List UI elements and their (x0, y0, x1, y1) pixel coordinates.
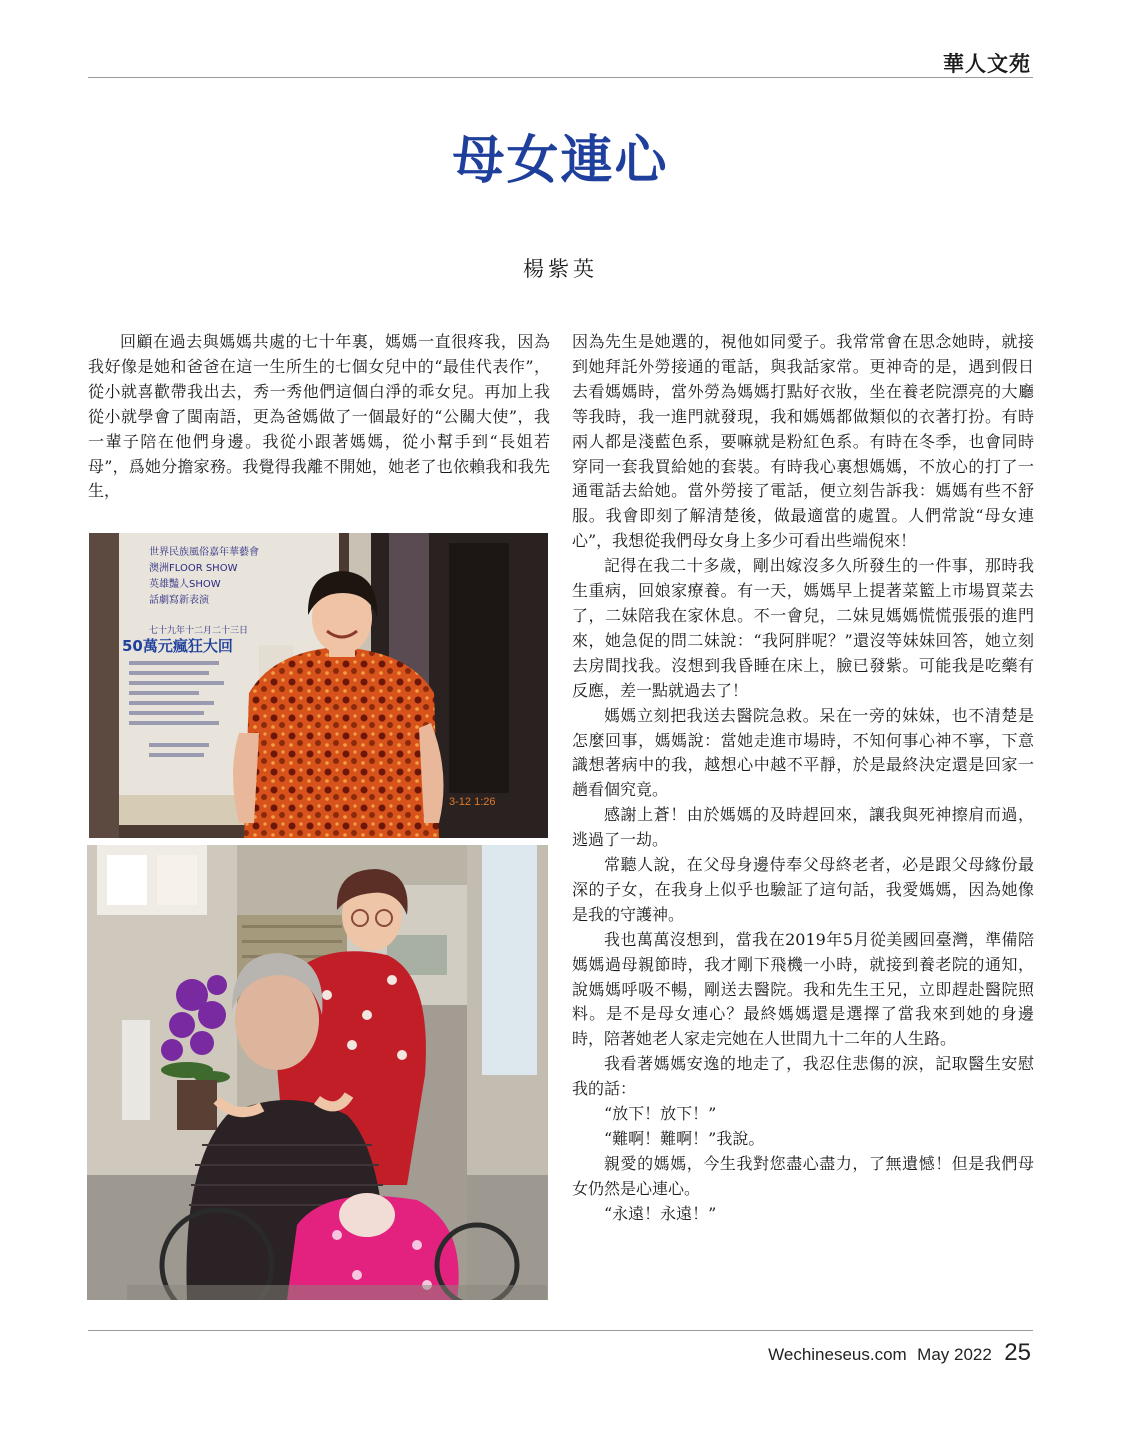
poster-line: 世界民族風俗嘉年華藝會 (149, 547, 259, 558)
photo-mother-qipao (89, 533, 548, 838)
footer-rule (88, 1330, 1033, 1331)
paragraph: 親愛的媽媽，今生我對您盡心盡力，了無遺憾！但是我們母女仍然是心連心。 (572, 1153, 1034, 1198)
article-title: 母女連心 (452, 131, 669, 191)
paragraph: 媽媽立刻把我送去醫院急救。呆在一旁的妹妹，也不清楚是怎麼回事，媽媽說：當她走進市場時，不知何事心神不寧，下意識想著病中的我，越想心中越不平靜，於是最終決定還是回家一趟看個究竟。 (572, 705, 1034, 800)
photo-mother-wheelchair (87, 845, 548, 1300)
quote-line: “放下！放下！” (604, 1104, 717, 1124)
paragraph: 我也萬萬沒想到，當我在2019年5月從美國回臺灣，準備陪媽媽過母親節時，我才剛下飛機一小時，就接到養老院的通知，說媽媽呼吸不暢，剛送去醫院。我和先生王兄，立即趕赴醫院照料。是不是母女連心？最終媽媽還是選擇了當我來到她的身邊時，陪著她老人家走完她在人世間九十二年的人生路。 (572, 929, 1034, 1049)
paragraph: 回顧在過去與媽媽共處的七十年裏，媽媽一直很疼我，因為我好像是她和爸爸在這一生所生的七個女兒中的“最佳代表作”，從小就喜歡帶我出去，秀一秀他們這個白淨的乖女兒。再加上我從小就學會了閩南語，更為爸媽做了一個最好的“公關大使”，我一輩子陪在他們身邊。我從小跟著媽媽，從小幫手到“長姐若母”，爲她分擔家務。我覺得我離不開她，她老了也依賴我和我先生， (88, 332, 550, 501)
paragraph: 我看著媽媽安逸的地走了，我忍住悲傷的淚，記取醫生安慰我的話： (572, 1054, 1034, 1099)
paragraph: 常聽人說，在父母身邊侍奉父母終老者，必是跟父母緣份最深的子女，在我身上似乎也驗証了這句話，我愛媽媽，因為她像是我的守護神。 (572, 855, 1034, 924)
poster-line: 七十九年十二月二十三日 (149, 626, 249, 636)
poster-line: 話劇寫新表演 (149, 595, 209, 606)
right-column (572, 330, 1034, 1227)
header-rule (88, 77, 1033, 78)
section-name: 華人文苑 (943, 51, 1031, 76)
paragraph: 感謝上蒼！由於媽媽的及時趕回來，讓我與死神擦肩而過，逃過了一劫。 (572, 805, 1034, 850)
page-number: 25 (1004, 1339, 1031, 1366)
article-author: 楊紫英 (523, 257, 598, 281)
paragraph: 因為先生是她選的，視他如同愛子。我常常會在思念她時，就接到她拜託外勞接通的電話，與我話家常。更神奇的是，遇到假日去看媽媽時，當外勞為媽媽打點好衣妝，坐在養老院漂亮的大廳等我時，我一進門就發現，我和媽媽都做類似的衣著打扮。有時兩人都是淺藍色系，要嘛就是粉紅色系。有時在冬季，也會同時穿同一套我買給她的套裝。有時我心裏想媽媽，不放心的打了一通電話去給她。當外勞接了電話，便立刻告訴我：媽媽有些不舒服。我會即刻了解清楚後，做最適當的處置。人們常說“母女連心”，我想從我們母女身上多少可看出些端倪來！ (572, 332, 1034, 551)
page-footer (768, 1339, 1031, 1367)
quote-line: “難啊！難啊！”我說。 (604, 1129, 765, 1148)
left-column (88, 330, 550, 504)
photo-timestamp: 3-12 1:26 (449, 796, 496, 808)
poster-line: 50萬元瘋狂大回 (122, 637, 233, 655)
quote-line: “永遠！永遠！” (604, 1203, 717, 1223)
paragraph: 記得在我二十多歲，剛出嫁沒多久所發生的一件事，那時我生重病，回娘家療養。有一天，媽媽早上提著菜籃上市場買菜去了，二妹陪我在家休息。不一會兒，二妹見媽媽慌慌張張的進門來，她急促的問二妹說：“我阿胖呢？”還沒等妹妹回答，她立刻去房間找我。沒想到我昏睡在床上，臉已發紫。可能我是吃藥有反應，差一點就過去了！ (572, 556, 1034, 700)
footer-site: Wechineseus.com (768, 1345, 907, 1364)
footer-date: May 2022 (917, 1345, 992, 1364)
poster-line: 英雄豔人SHOW (149, 579, 221, 590)
photo-mother-qipao-image (89, 533, 548, 838)
poster-line: 澳洲FLOOR SHOW (149, 563, 238, 574)
photo-mother-wheelchair-image (87, 845, 548, 1300)
